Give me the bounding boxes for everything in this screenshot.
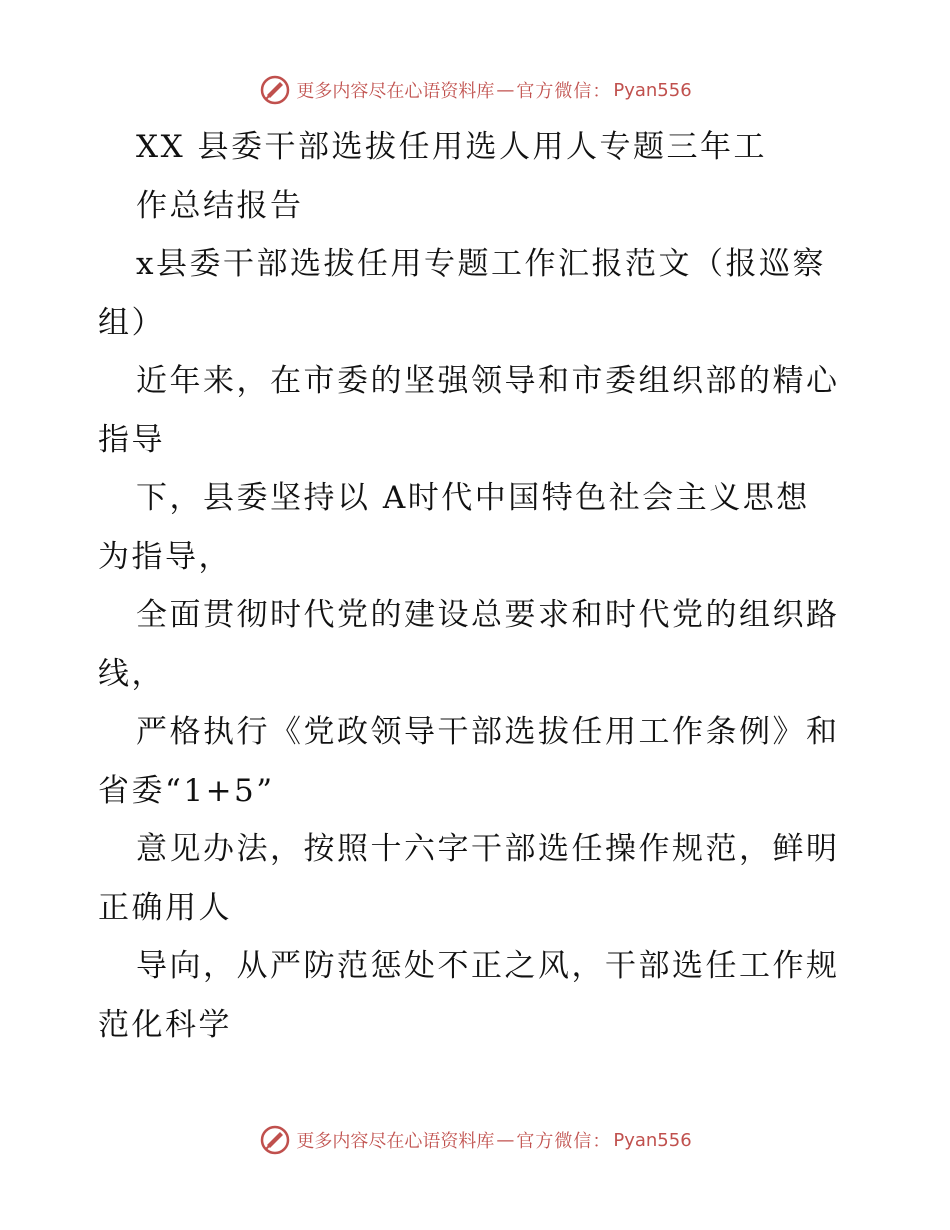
banner-separator: — [496,1129,515,1151]
paragraph-line: 正确用人 [98,889,232,926]
document-body [98,118,858,1054]
paragraph-line: 指导 [98,421,165,458]
paragraph-line: 范化科学 [98,1006,232,1043]
paragraph-line: 下，县委坚持以 A时代中国特色社会主义思想 [136,480,810,516]
footer-banner [0,1120,950,1160]
paragraph-line: 严格执行《党政领导干部选拔任用工作条例》和 [136,714,840,750]
pen-logo-icon [258,73,292,107]
paragraph-line: 意见办法，按照十六字干部选任操作规范，鲜明 [136,831,840,867]
title-line-2: 作总结报告 [136,187,304,224]
banner-text: 更多内容尽在心语资料库 [296,1131,495,1152]
subtitle-line-1: x县委干部选拔任用专题工作汇报范文（报巡察 [136,246,826,282]
paragraph-line: 导向，从严防范惩处不正之风，干部选任工作规 [136,948,840,984]
header-banner [0,70,950,110]
paragraph-line: 全面贯彻时代党的建设总要求和时代党的组织路 [136,597,840,633]
banner-separator: — [496,79,515,101]
title-line-1: XX 县委干部选拔任用选人用人专题三年工 [136,129,767,165]
banner-wechat-id: Pyan556 [613,79,692,101]
paragraph-line: 线， [98,655,165,692]
paragraph-line: 近年来，在市委的坚强领导和市委组织部的精心 [136,363,840,399]
subtitle-line-2: 组） [98,304,165,341]
banner-wechat-label: 官方微信： [516,81,612,102]
banner-text: 更多内容尽在心语资料库 [296,81,495,102]
paragraph-line: 为指导， [98,538,232,575]
banner-wechat-id: Pyan556 [613,1129,692,1151]
paragraph-line: 省委“1+5” [98,772,275,809]
pen-logo-icon [258,1123,292,1157]
banner-wechat-label: 官方微信： [516,1131,612,1152]
